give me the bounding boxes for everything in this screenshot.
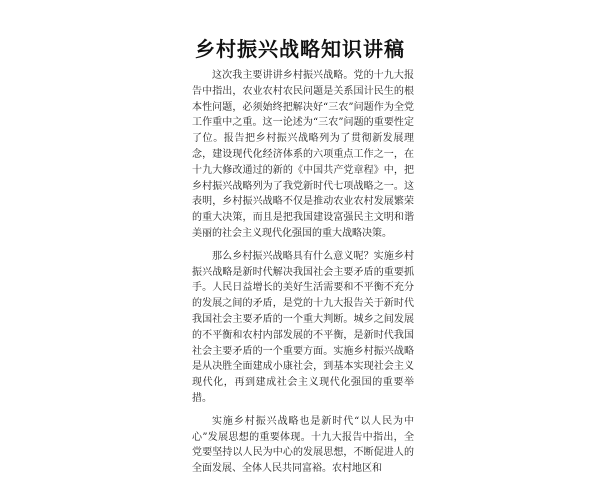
paragraph-2: 那么乡村振兴战略具有什么意义呢？实施乡村振兴战略是新时代解决我国社会主要矛盾的重要抓手。人民日益增长的美好生活需要和不平衡不充分的发展之间的矛盾，是党的十九大报告关于新时代我国社会主要矛盾的一个重大判断。城乡之间发展的不平衡和农村内部发展的不平衡，是新时代我国社会主要矛盾的一个重要方面。实施乡村振兴战略是从决胜全面建成小康社会，到基本实现社会主义现代化，再到建成社会主义现代化强国的重要举措。 <box>192 250 414 404</box>
page-title: 乡村振兴战略知识讲稿 <box>195 37 405 61</box>
paragraph-3: 实施乡村振兴战略也是新时代“以人民为中心”发展思想的重要体现。十九大报告中指出，全党要坚持以人民为中心的发展思想，不断促进人的全面发展、全体人民共同富裕。农村地区和 <box>192 415 414 475</box>
document-body <box>192 68 414 484</box>
paragraph-1: 这次我主要讲讲乡村振兴战略。党的十九大报告中指出，农业农村农民问题是关系国计民生的根本性问题，必须始终把解决好“三农”问题作为全党工作重中之重。这一论述为“三农”问题的重要性定了位。报告把乡村振兴战略列为了贯彻新发展理念，建设现代化经济体系的六项重点工作之一，在十九大修改通过的新的《中国共产党章程》中，把乡村振兴战略列为了我党新时代七项战略之一。这表明，乡村振兴战略不仅是推动农业农村发展繁荣的重大决策，而且是把我国建设富强民主文明和谐美丽的社会主义现代化强国的重大战略决策。 <box>192 70 414 239</box>
